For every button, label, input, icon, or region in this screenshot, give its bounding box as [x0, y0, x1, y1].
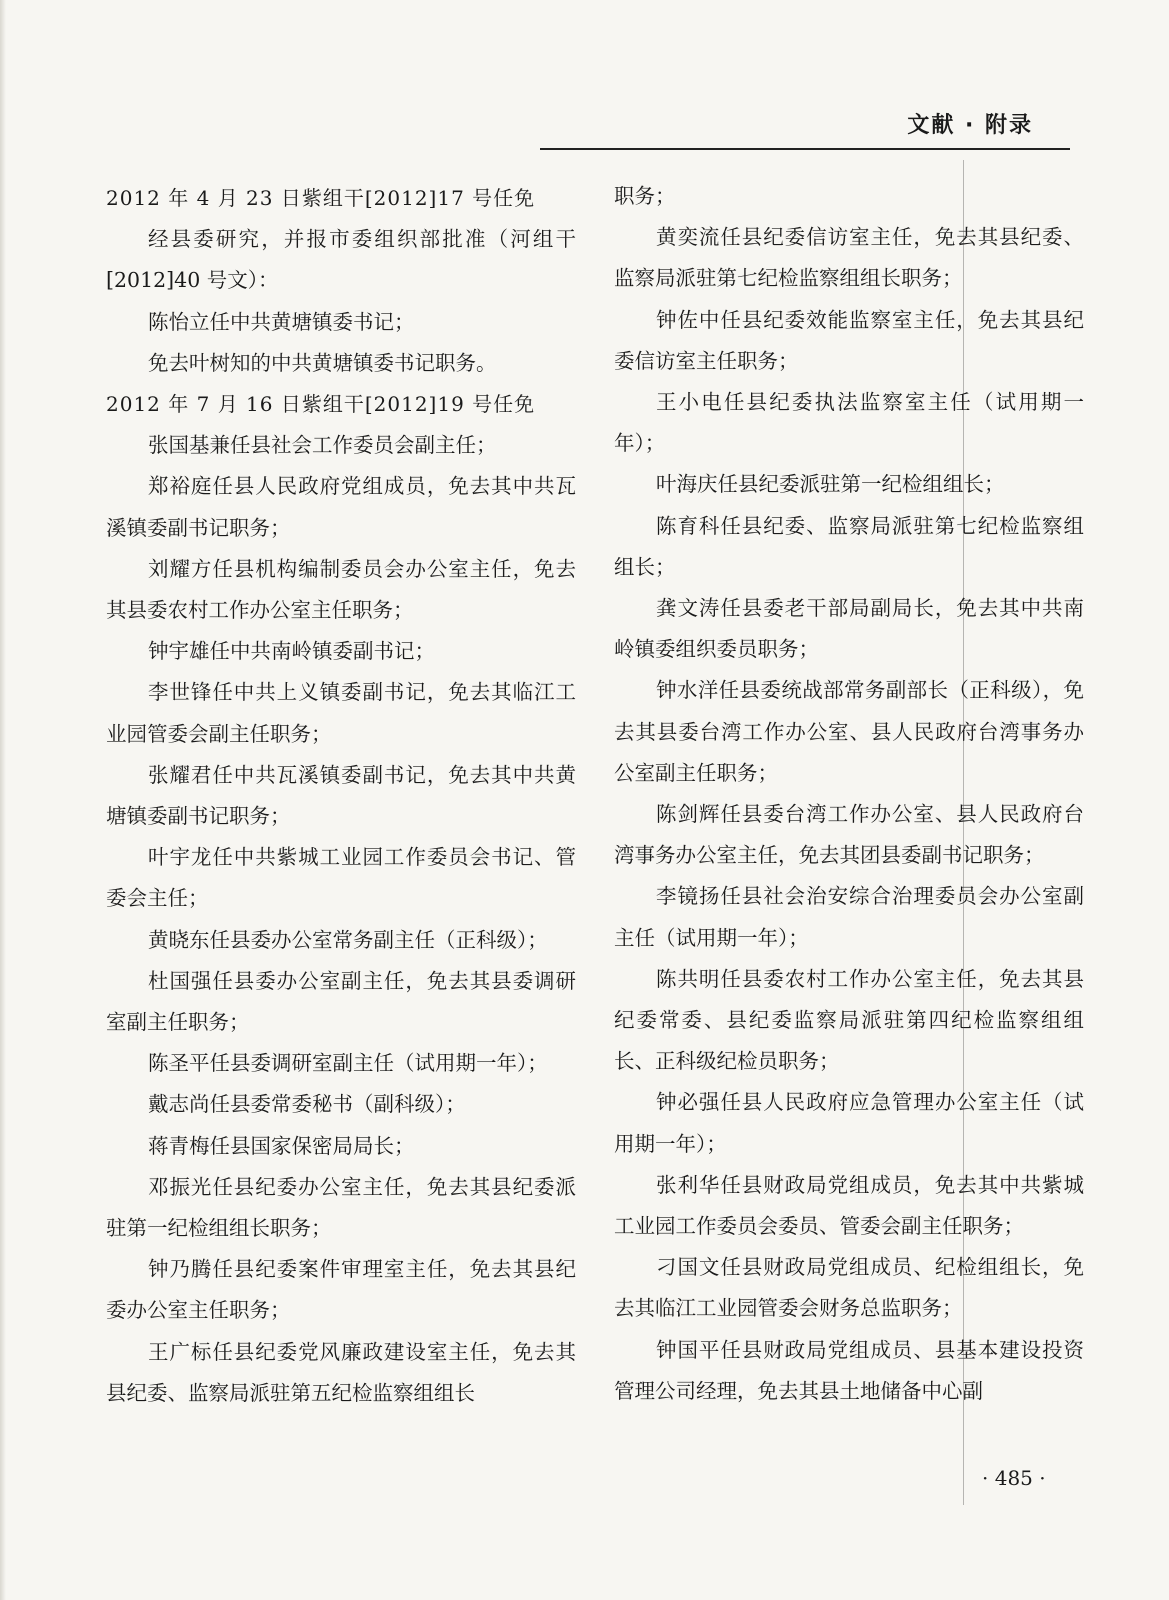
- paragraph: 黄奕流任县纪委信访室主任，免去其县纪委、监察局派驻第七纪检监察组组长职务；: [614, 225, 1084, 291]
- paragraph: 钟宇雄任中共南岭镇委副书记；: [148, 639, 435, 664]
- section-header: 文献 · 附录: [907, 113, 1033, 138]
- paragraph: 钟水洋任县委统战部常务副部长（正科级），免去其县委台湾工作办公室、县人民政府台湾事务办公室副主任职务；: [614, 678, 1084, 785]
- paragraph: 张国基兼任县社会工作委员会副主任；: [148, 433, 497, 458]
- scan-fold-line: [963, 160, 964, 1505]
- doc-heading: 2012 年 4 月 23 日紫组干[2012]17 号任免: [106, 186, 536, 210]
- paragraph: 钟国平任县财政局党组成员、县基本建设投资管理公司经理，免去其县土地储备中心副: [614, 1337, 1084, 1403]
- paragraph: 张利华任县财政局党组成员，免去其中共紫城工业园工作委员会委员、管委会副主任职务；: [614, 1172, 1084, 1239]
- paragraph: 陈怡立任中共黄塘镇委书记；: [148, 309, 415, 334]
- paragraph: 陈圣平任县委调研室副主任（试用期一年）；: [148, 1051, 548, 1076]
- paragraph: 龚文涛任县委老干部局副局长，免去其中共南岭镇委组织委员职务；: [614, 596, 1084, 662]
- page-number: · 485 ·: [982, 1466, 1046, 1490]
- paragraph: 钟必强任县人民政府应急管理办公室主任（试用期一年）；: [614, 1090, 1084, 1156]
- paragraph-continuation: 职务；: [614, 184, 676, 208]
- paragraph: 李镜扬任县社会治安综合治理委员会办公室副主任（试用期一年）；: [614, 884, 1084, 950]
- paragraph: 张耀君任中共瓦溪镇委副书记，免去其中共黄塘镇委副书记职务；: [106, 762, 576, 829]
- paragraph: 邓振光任县纪委办公室主任，免去其县纪委派驻第一纪检组组长职务；: [106, 1174, 576, 1241]
- paragraph: 李世锋任中共上义镇委副书记，免去其临江工业园管委会副主任职务；: [106, 680, 576, 746]
- paragraph: 王广标任县纪委党风廉政建设室主任，免去其县纪委、监察局派驻第五纪检监察组组长: [106, 1339, 576, 1405]
- right-column: [614, 176, 1084, 1412]
- paragraph: 郑裕庭任县人民政府党组成员，免去其中共瓦溪镇委副书记职务；: [106, 474, 576, 540]
- paragraph: 蒋青梅任县国家保密局局长；: [148, 1133, 415, 1158]
- paragraph: 钟乃腾任县纪委案件审理室主任，免去其县纪委办公室主任职务；: [106, 1257, 576, 1323]
- paragraph: 钟佐中任县纪委效能监察室主任，免去其县纪委信访室主任职务；: [614, 307, 1084, 373]
- paragraph: 陈共明任县委农村工作办公室主任，免去其县纪委常委、县纪委监察局派驻第四纪检监察组组长、正科级纪检员职务；: [614, 966, 1084, 1074]
- paragraph: 叶海庆任县纪委派驻第一纪检组组长；: [656, 472, 1005, 497]
- left-column: [106, 178, 576, 1414]
- paragraph: 免去叶树知的中共黄塘镇委书记职务。: [148, 350, 497, 375]
- doc-heading: 2012 年 7 月 16 日紫组干[2012]19 号任免: [106, 392, 536, 417]
- header-rule: [540, 148, 1070, 150]
- paragraph: 王小电任县纪委执法监察室主任（试用期一年）；: [614, 390, 1084, 456]
- paragraph: 刘耀方任县机构编制委员会办公室主任，免去其县委农村工作办公室主任职务；: [106, 556, 576, 623]
- paragraph: 黄晓东任县委办公室常务副主任（正科级）；: [148, 927, 548, 952]
- page-edge: [0, 0, 6, 1600]
- paragraph: 杜国强任县委办公室副主任，免去其县委调研室副主任职务；: [106, 968, 576, 1035]
- paragraph: 叶宇龙任中共紫城工业园工作委员会书记、管委会主任；: [106, 845, 576, 911]
- paragraph: 陈剑辉任县委台湾工作办公室、县人民政府台湾事务办公室主任，免去其团县委副书记职务；: [614, 802, 1084, 868]
- paragraph: 戴志尚任县委常委秘书（副科级）；: [148, 1092, 466, 1117]
- paragraph: 陈育科任县纪委、监察局派驻第七纪检监察组组长；: [614, 513, 1084, 579]
- paragraph: 经县委研究，并报市委组织部批准（河组干[2012]40 号文）：: [106, 227, 576, 293]
- paragraph: 刁国文任县财政局党组成员、纪检组组长，免去其临江工业园管委会财务总监职务；: [614, 1255, 1084, 1321]
